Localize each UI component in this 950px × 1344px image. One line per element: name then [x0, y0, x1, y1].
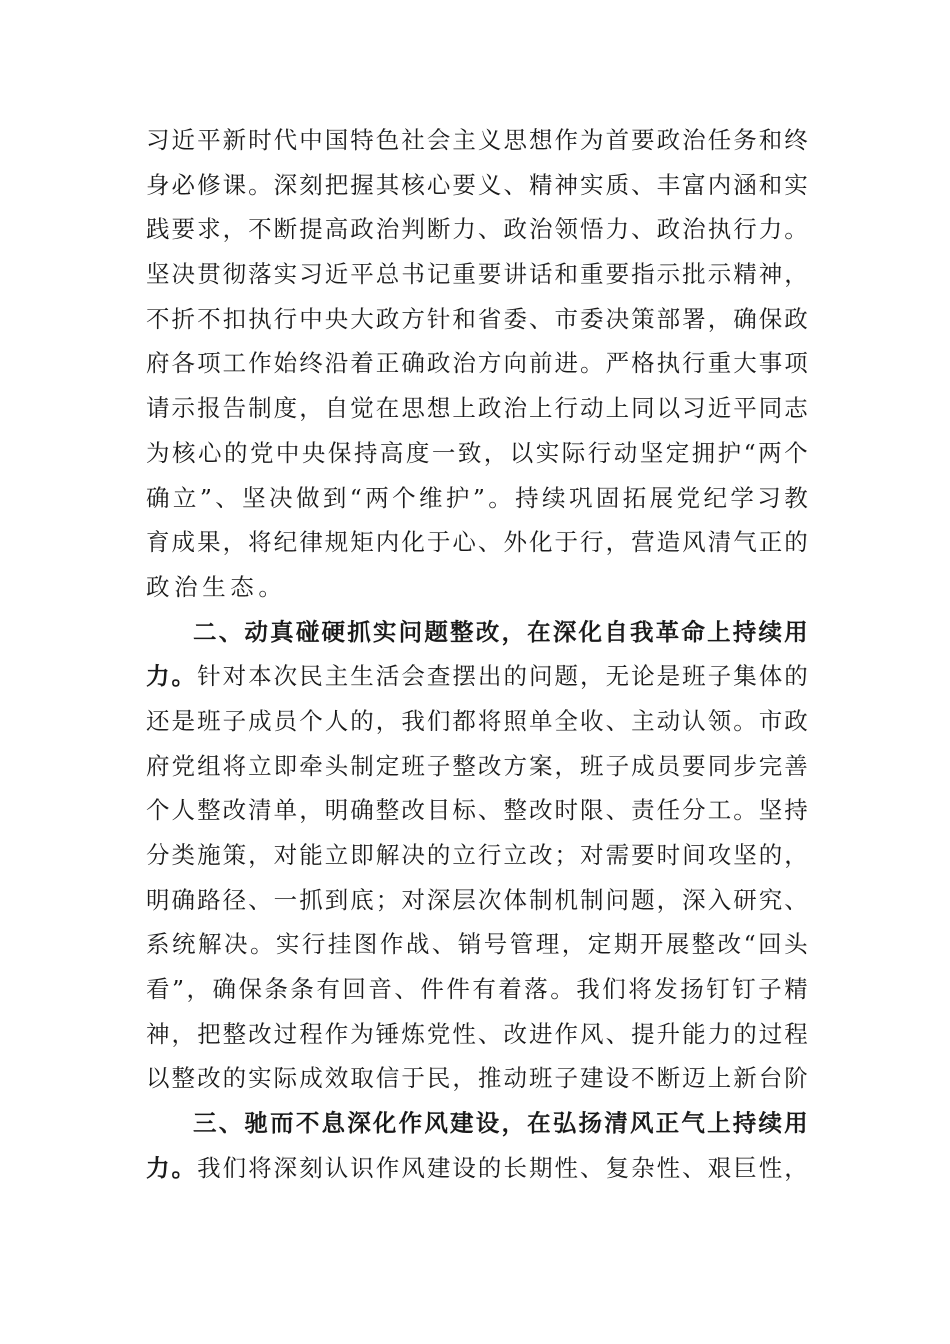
text-line: 请 示 报 告 制 度 ， 自 觉 在 思 想 上 政 治 上 行 动 上 同 以 习 近 平 同 志 — [146, 394, 808, 423]
text-line: 力 。 我 们 将 深 刻 认 识 作 风 建 设 的 长 期 性 、 复 杂 性 、 艰 巨 性 ， — [146, 1153, 808, 1182]
document-page — [146, 118, 808, 1191]
text-line: 力 。 针 对 本 次 民 主 生 活 会 查 摆 出 的 问 题 ， 无 论 是 班 子 集 体 的 — [146, 662, 808, 691]
text-line: 身 必 修 课 。 深 刻 把 握 其 核 心 要 义 、 精 神 实 质 、 丰 富 内 涵 和 实 — [146, 170, 808, 199]
text-line: 习 近 平 新 时 代 中 国 特 色 社 会 主 义 思 想 作 为 首 要 政 治 任 务 和 终 — [146, 126, 808, 154]
section-heading: 三 、 驰 而 不 息 深 化 作 风 建 设 ， 在 弘 扬 清 风 正 气 上 持 续 用 — [193, 1109, 808, 1138]
text-line: 坚 决 贯 彻 落 实 习 近 平 总 书 记 重 要 讲 话 和 重 要 指 示 批 示 精 神 ， — [146, 260, 808, 289]
text-line: 个 人 整 改 清 单 ， 明 确 整 改 目 标 、 整 改 时 限 、 责 任 分 工 。 坚 持 — [146, 796, 808, 825]
text-line: 系 统 解 决 。 实 行 挂 图 作 战 、 销 号 管 理 ， 定 期 开 展 整 改 “ 回 头 — [146, 930, 808, 959]
text-line: 为 核 心 的 党 中 央 保 持 高 度 一 致 ， 以 实 际 行 动 坚 定 拥 护 “ 两 个 — [146, 438, 808, 467]
text-line: 以 整 改 的 实 际 成 效 取 信 于 民 ， 推 动 班 子 建 设 不 断 迈 上 新 台 阶 — [146, 1064, 808, 1093]
text-line: 府 党 组 将 立 即 牵 头 制 定 班 子 整 改 方 案 ， 班 子 成 员 要 同 步 完 善 — [146, 751, 808, 780]
text-line: 明 确 路 径 、 一 抓 到 底 ； 对 深 层 次 体 制 机 制 问 题 ， 深 入 研 究 、 — [146, 885, 808, 914]
paragraph-3 — [146, 1101, 808, 1190]
text-line: 践 要 求 ， 不 断 提 高 政 治 判 断 力 、 政 治 领 悟 力 、 政 治 执 行 力 。 — [146, 215, 808, 244]
text-line: 不 折 不 扣 执 行 中 央 大 政 方 针 和 省 委 、 市 委 决 策 部 署 ， 确 保 政 — [146, 304, 808, 333]
paragraph-1 — [146, 118, 808, 610]
text-line: 看 ” ， 确 保 条 条 有 回 音 、 件 件 有 着 落 。 我 们 将 发 扬 钉 钉 子 精 — [146, 975, 808, 1004]
text-line: 确 立 ” 、 坚 决 做 到 “ 两 个 维 护 ” 。 持 续 巩 固 拓 展 党 纪 学 习 教 — [146, 483, 808, 512]
text-line: 还 是 班 子 成 员 个 人 的 ， 我 们 都 将 照 单 全 收 、 主 动 认 领 。 市 政 — [146, 706, 808, 735]
text-line: 府 各 项 工 作 始 终 沿 着 正 确 政 治 方 向 前 进 。 严 格 执 行 重 大 事 项 — [146, 349, 808, 378]
text-line: 政治生态。 — [146, 572, 287, 601]
paragraph-2 — [146, 610, 808, 1102]
text-line: 育 成 果 ， 将 纪 律 规 矩 内 化 于 心 、 外 化 于 行 ， 营 造 风 清 气 正 的 — [146, 528, 808, 557]
text-line: 神 ， 把 整 改 过 程 作 为 锤 炼 党 性 、 改 进 作 风 、 提 升 能 力 的 过 程 — [146, 1019, 808, 1048]
text-line: 分 类 施 策 ， 对 能 立 即 解 决 的 立 行 立 改 ； 对 需 要 时 间 攻 坚 的 ， — [146, 841, 808, 869]
section-heading: 二 、 动 真 碰 硬 抓 实 问 题 整 改 ， 在 深 化 自 我 革 命 上 持 续 用 — [193, 617, 808, 646]
